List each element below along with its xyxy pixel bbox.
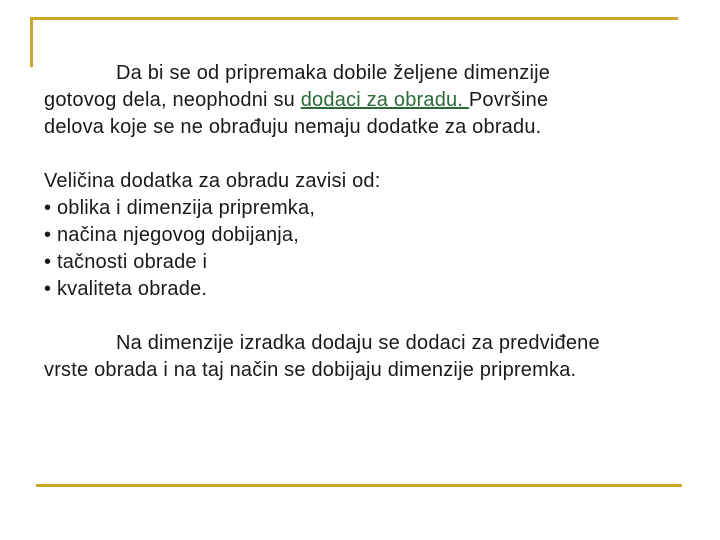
list-item: • oblika i dimenzija pripremka, — [44, 197, 316, 219]
paragraph-allowances — [44, 60, 684, 141]
list-item: • kvaliteta obrade. — [44, 278, 208, 300]
paragraph1-line2-end: Površine — [468, 89, 549, 111]
left-rule — [30, 17, 33, 67]
top-rule — [30, 17, 678, 20]
paragraph1-line2-start: gotovog dela, neophodni su — [44, 89, 301, 111]
allowance-link[interactable]: dodaci za obradu. — [300, 89, 469, 111]
paragraph-factors — [44, 168, 684, 195]
bottom-rule — [36, 484, 682, 487]
paragraph-dimensions — [44, 330, 684, 384]
paragraph1-line1: Da bi se od pripremaka dobile željene dimenzije — [116, 62, 551, 84]
paragraph3-line2: vrste obrada i na taj način se dobijaju dimenzije pripremka. — [44, 359, 577, 381]
slide-content — [44, 60, 684, 384]
factors-intro: Veličina dodatka za obradu zavisi od: — [44, 170, 381, 192]
list-item: • tačnosti obrade i — [44, 251, 208, 273]
list-item: • načina njegovog dobijanja, — [44, 224, 300, 246]
paragraph3-line1: Na dimenzije izradka dodaju se dodaci za predviđene — [116, 332, 600, 354]
paragraph1-line3: delova koje se ne obrađuju nemaju dodatke za obradu. — [44, 116, 542, 138]
